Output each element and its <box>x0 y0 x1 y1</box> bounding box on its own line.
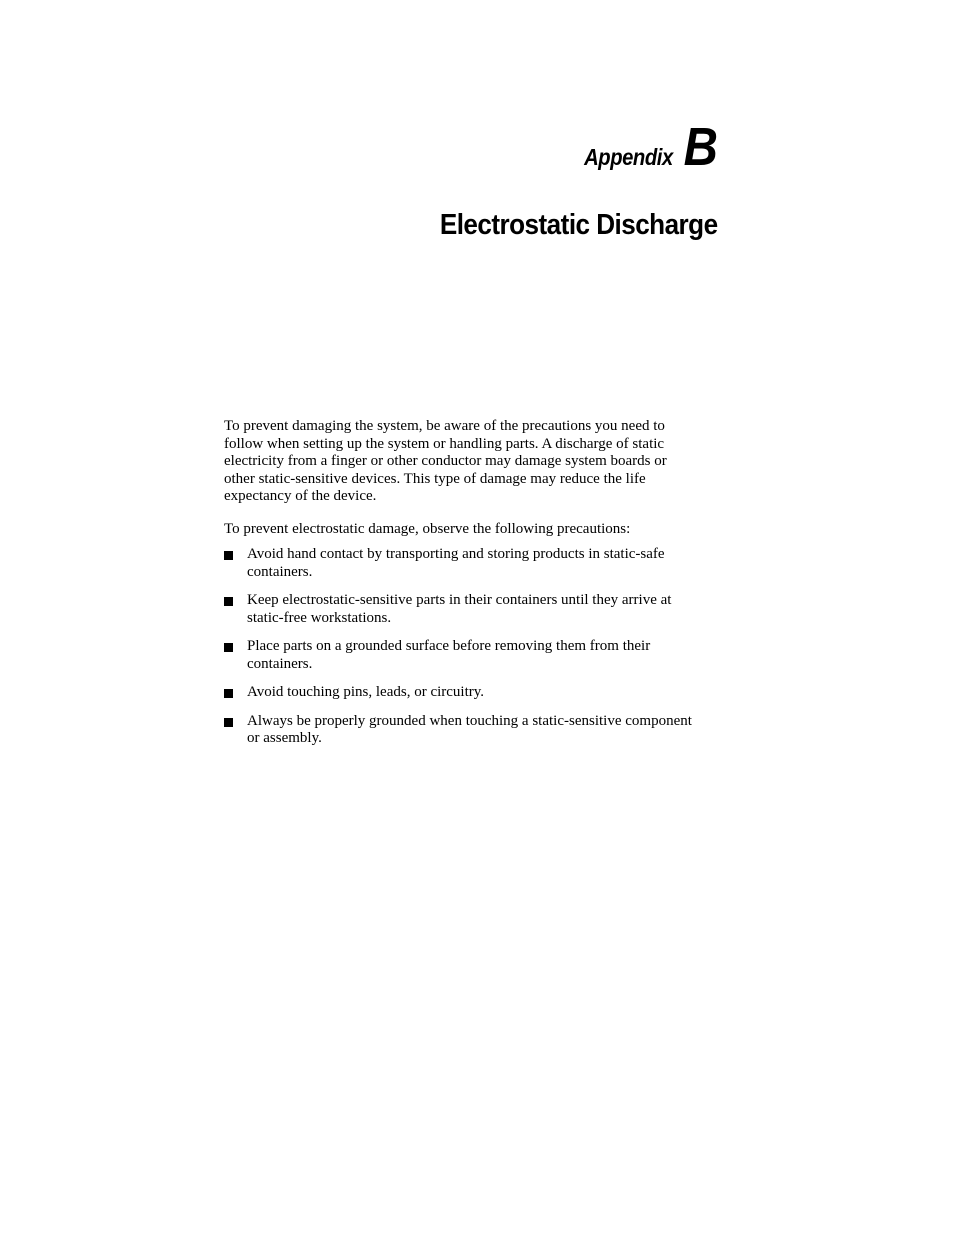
body-content <box>224 418 694 759</box>
list-item-text: Avoid hand contact by transporting and storing products in static-safe containers. <box>247 546 665 580</box>
list-item <box>224 546 694 581</box>
square-bullet-icon <box>224 643 233 652</box>
list-item <box>224 592 694 627</box>
intro-paragraph: To prevent damaging the system, be aware of the precautions you need to follow when setting up the system or handling parts. A discharge of static electricity from a finger or other conductor may damage system boards or other static-sensitive devices. This type of damage may reduce the life expectancy of the device. <box>224 418 667 504</box>
list-item-text: Place parts on a grounded surface before removing them from their containers. <box>247 638 651 672</box>
list-item <box>224 684 694 702</box>
list-item-text: Keep electrostatic-sensitive parts in their containers until they arrive at static-free workstations. <box>247 592 672 626</box>
precautions-lead: To prevent electrostatic damage, observe the following precautions: <box>224 520 631 537</box>
list-item-text: Avoid touching pins, leads, or circuitry. <box>247 684 485 700</box>
chapter-header <box>572 117 718 177</box>
appendix-word: Appendix <box>584 144 673 170</box>
precautions-list <box>224 546 694 748</box>
list-item <box>224 713 694 748</box>
square-bullet-icon <box>224 689 233 698</box>
square-bullet-icon <box>224 718 233 727</box>
appendix-label <box>572 117 718 177</box>
appendix-letter: B <box>683 117 718 177</box>
list-item-text: Always be properly grounded when touching a static-sensitive component or assembly. <box>247 712 692 746</box>
list-item <box>224 638 694 673</box>
square-bullet-icon <box>224 551 233 560</box>
page-title: Electrostatic Discharge <box>440 209 718 241</box>
square-bullet-icon <box>224 597 233 606</box>
